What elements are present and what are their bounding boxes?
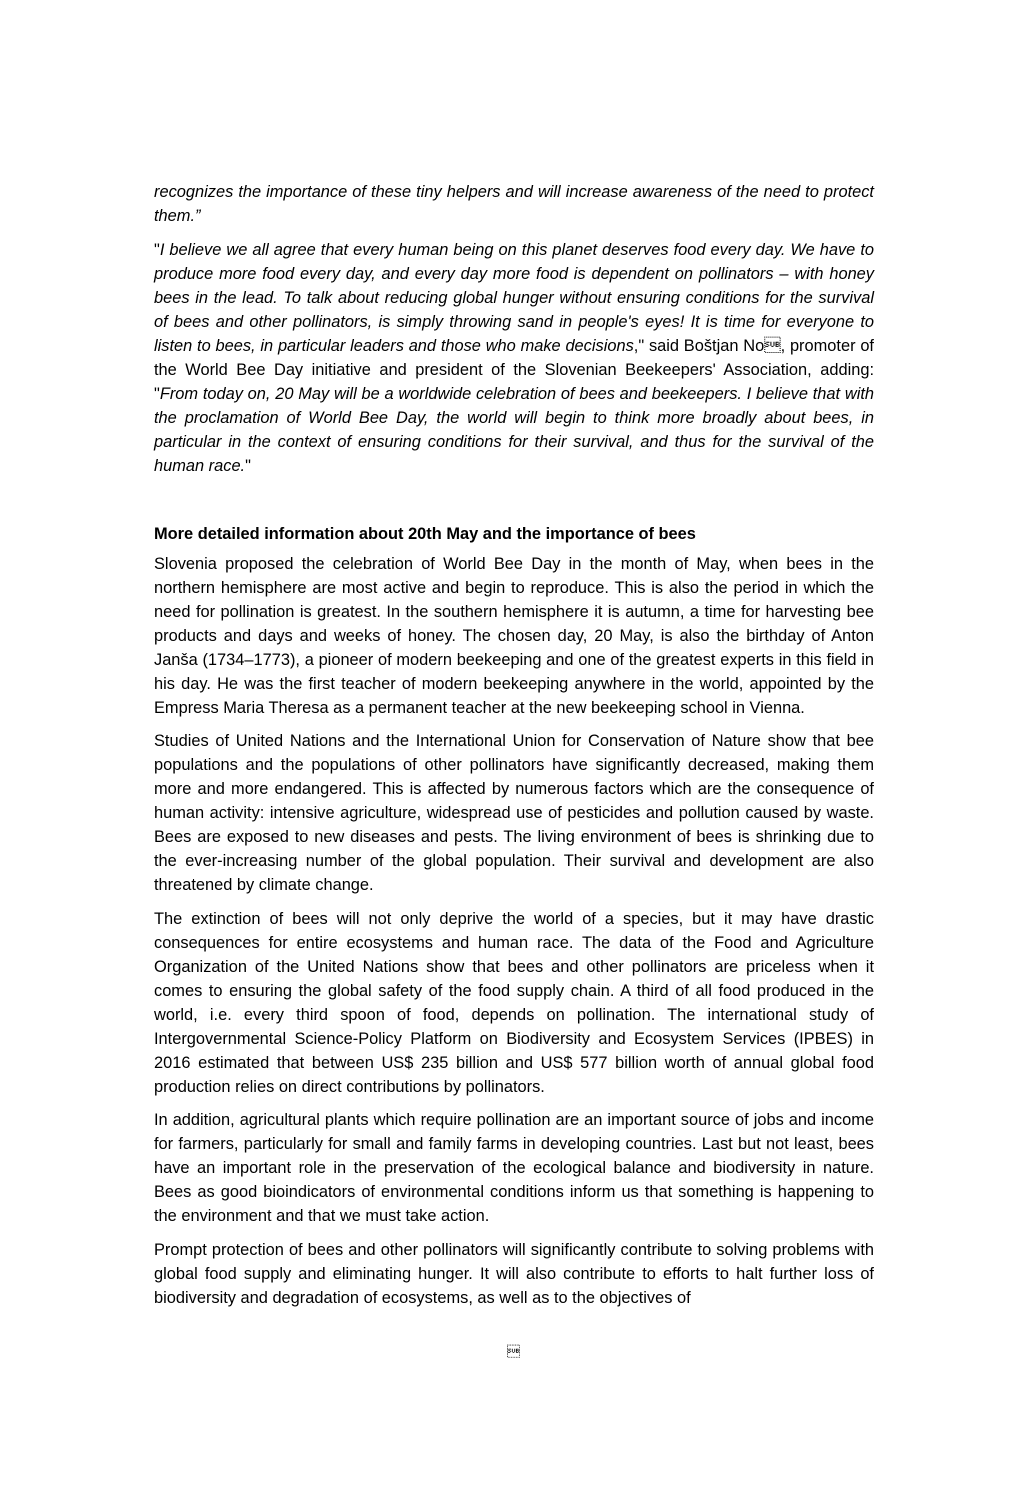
paragraph-world-bee-day: Slovenia proposed the celebration of World Bee Day in the month of May, when bees in the northern hemisphere are most active and begin to reproduce. This is also the period in which the need for pollination is greatest. In the southern hemisphere it is autumn, a time for harvesting bee products and days and weeks of honey. The chosen day, 20 May, is also the birthday of Anton Janša (1734–1773), a pioneer of modern beekeeping and one of the greatest experts in this field in his day. He was the first teacher of modern beekeeping anywhere in the world, appointed by the Empress Maria Theresa as a permanent teacher at the new beekeeping school in Vienna. [154,554,874,717]
paragraph-protection: Prompt protection of bees and other pollinators will significantly contribute to solving problems with global food supply and eliminating hunger. It will also contribute to efforts to halt further loss of biodiversity and degradation of ecosystems, as well as to the objectives of [154,1240,874,1307]
paragraph-agriculture: In addition, agricultural plants which require pollination are an important source of jobs and income for farmers, particularly for small and family farms in developing countries. Last but not least, bees have an important role in the preservation of the ecological balance and biodiversity in nature. Bees as good bioindicators of environmental conditions inform us that something is happening to the environment and that we must take action. [154,1111,874,1226]
page-number:  [507,1344,520,1359]
close-quote-mark: " [245,456,251,475]
paragraph-extinction: The extinction of bees will not only deprive the world of a species, but it may have drastic consequences for entire ecosystems and human race. The data of the Food and Agriculture Organization of the United Nations show that bees and other pollinators are priceless when it comes to ensuring the global safety of the food supply chain. A third of all food produced in the world, i.e. every third spoon of food, depends on pollination. The international study of Intergovernmental Science-Policy Platform on Biodiversity and Ecosystem Services (IPBES) in 2016 estimated that between US$ 235 billion and US$ 577 billion worth of annual global food production relies on direct contributions by pollinators. [154,909,874,1096]
paragraph-studies: Studies of United Nations and the International Union for Conservation of Nature show that bee populations and the populations of other pollinators have significantly decreased, making them more and more endangered. This is affected by numerous factors which are the consequence of human activity: intensive agriculture, widespread use of pesticides and pollution caused by waste. Bees are exposed to new diseases and pests. The living environment of bees is shrinking due to the ever-increasing number of the global population. Their survival and development are also threatened by climate change. [154,732,874,895]
section-heading: More detailed information about 20th May and the importance of bees [154,524,696,543]
paragraph-quote-end [154,180,874,228]
italic-quote: recognizes the importance of these tiny helpers and will increase awareness of the need to protect them.” [154,183,874,225]
paragraph-president-quote [154,238,874,478]
quote-attribution: ," said Boštjan No, promoter of the World Bee Day initiative and president of the Slovenian Beekeepers' Association, adding: " [154,336,874,403]
italic-quote-first: I believe we all agree that every human being on this planet deserves food every day. We have to produce more food every day, and every day more food is dependent on pollinators – with honey bees in the lead. To talk about reducing global hunger without ensuring conditions for the survival of bees and other pollinators, is simply throwing sand in people's eyes! It is time for everyone to listen to bees, in particular leaders and those who make decisions [154,240,874,355]
open-quote-mark: " [154,240,160,259]
document-page [154,180,874,1320]
italic-quote-second: From today on, 20 May will be a worldwide celebration of bees and beekeepers. I believe that with the proclamation of World Bee Day, the world will begin to think more broadly about bees, in particular in the context of ensuring conditions for their survival, and thus for the survival of the human race. [154,384,874,475]
